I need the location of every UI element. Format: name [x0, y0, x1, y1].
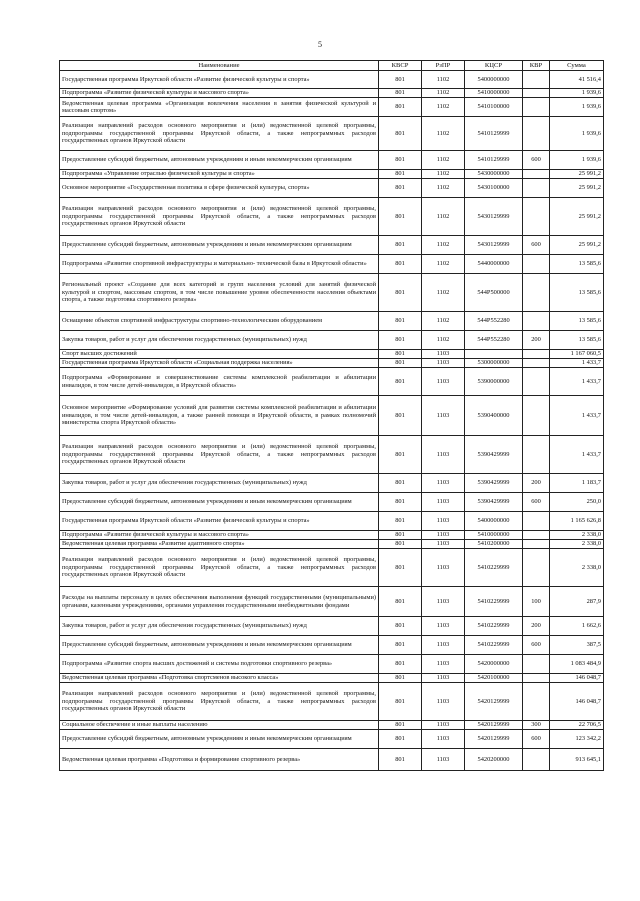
kvr-cell — [523, 255, 550, 274]
table-row — [60, 274, 604, 312]
kcsr-cell: 5390429999 — [465, 436, 523, 474]
kcsr-cell: 5420000000 — [465, 655, 523, 674]
rzpr-cell: 1103 — [422, 549, 465, 587]
kvsr-cell: 801 — [379, 512, 422, 531]
kvsr-cell: 801 — [379, 655, 422, 674]
sum-cell: 1 939,6 — [550, 151, 604, 170]
name-cell: Подпрограмма «Управление отраслью физической культуры и спорта» — [60, 170, 379, 179]
sum-cell: 287,9 — [550, 587, 604, 617]
sum-cell: 250,0 — [550, 493, 604, 512]
name-cell: Основное мероприятие «Формирование условий для развития системы комплексной реабилитации и абилитации инвалидов, в том числе детей-инвалидов, а также ранней помощи в Иркутской области, в рамках полномочий министерства спорта Иркутской области» — [60, 396, 379, 436]
kvsr-cell: 801 — [379, 359, 422, 368]
sum-cell: 1 165 626,8 — [550, 512, 604, 531]
rzpr-cell: 1102 — [422, 179, 465, 198]
kvsr-cell: 801 — [379, 236, 422, 255]
column-header-sum: Сумма — [550, 61, 604, 71]
table-row — [60, 396, 604, 436]
rzpr-cell: 1103 — [422, 436, 465, 474]
column-header-kcsr: КЦСР — [465, 61, 523, 71]
kvr-cell — [523, 683, 550, 721]
kvsr-cell: 801 — [379, 396, 422, 436]
kvr-cell — [523, 274, 550, 312]
kvr-cell — [523, 170, 550, 179]
kvsr-cell: 801 — [379, 89, 422, 98]
kvr-cell — [523, 512, 550, 531]
table-row — [60, 89, 604, 98]
name-cell: Закупка товаров, работ и услуг для обеспечения государственных (муниципальных) нужд — [60, 331, 379, 350]
table-row — [60, 474, 604, 493]
kvsr-cell: 801 — [379, 179, 422, 198]
name-cell: Ведомственная целевая программа «Организация вовлечения населения в занятия физической культурой и массовым спортом» — [60, 98, 379, 117]
column-header-kvr: КВР — [523, 61, 550, 71]
name-cell: Реализация направлений расходов основного мероприятия и (или) ведомственной целевой программы, подпрограммы государственной программы Иркутской области, а также непрограммных расходов государственных органов Иркутской области — [60, 549, 379, 587]
rzpr-cell: 1103 — [422, 493, 465, 512]
kvr-cell: 200 — [523, 617, 550, 636]
kvsr-cell: 801 — [379, 312, 422, 331]
kvsr-cell: 801 — [379, 255, 422, 274]
sum-cell: 146 048,7 — [550, 674, 604, 683]
kcsr-cell: 544P552280 — [465, 331, 523, 350]
kcsr-cell: 5410129999 — [465, 117, 523, 151]
rzpr-cell: 1102 — [422, 151, 465, 170]
rzpr-cell: 1102 — [422, 117, 465, 151]
kcsr-cell: 5430129999 — [465, 236, 523, 255]
sum-cell: 25 991,2 — [550, 179, 604, 198]
name-cell: Региональный проект «Создание для всех категорий и групп населения условий для занятий физической культурой и спортом, массовым спортом, в том числе повышение уровня обеспеченности населения объектами спорта, а также подготовка спортивного резерва» — [60, 274, 379, 312]
table-row — [60, 98, 604, 117]
rzpr-cell: 1103 — [422, 683, 465, 721]
kvsr-cell: 801 — [379, 98, 422, 117]
rzpr-cell: 1103 — [422, 749, 465, 771]
kvsr-cell: 801 — [379, 721, 422, 730]
table-row — [60, 151, 604, 170]
table-row — [60, 512, 604, 531]
name-cell: Реализация направлений расходов основного мероприятия и (или) ведомственной целевой программы, подпрограммы государственной программы Иркутской области, а также непрограммных расходов государственных органов Иркутской области — [60, 117, 379, 151]
name-cell: Государственная программа Иркутской области «Развитие физической культуры и спорта» — [60, 71, 379, 89]
name-cell: Ведомственная целевая программа «Подготовка спортсменов высокого класса» — [60, 674, 379, 683]
kvr-cell — [523, 368, 550, 396]
sum-cell: 13 585,6 — [550, 312, 604, 331]
sum-cell: 1 083 484,9 — [550, 655, 604, 674]
kcsr-cell: 5390400000 — [465, 396, 523, 436]
kcsr-cell: 5420100000 — [465, 674, 523, 683]
table-row — [60, 170, 604, 179]
rzpr-cell: 1103 — [422, 396, 465, 436]
kvsr-cell: 801 — [379, 117, 422, 151]
table-row — [60, 236, 604, 255]
kvr-cell — [523, 531, 550, 540]
column-header-rzpr: РзПР — [422, 61, 465, 71]
name-cell: Социальное обеспечение и иные выплаты населению — [60, 721, 379, 730]
table-row — [60, 312, 604, 331]
kvr-cell — [523, 396, 550, 436]
name-cell: Подпрограмма «Развитие спортивной инфраструктуры и материально- технической базы в Иркутской области» — [60, 255, 379, 274]
kcsr-cell: 5410000000 — [465, 89, 523, 98]
sum-cell: 1 939,6 — [550, 98, 604, 117]
rzpr-cell: 1102 — [422, 312, 465, 331]
kvsr-cell: 801 — [379, 274, 422, 312]
rzpr-cell: 1102 — [422, 274, 465, 312]
rzpr-cell: 1102 — [422, 198, 465, 236]
sum-cell: 1 433,7 — [550, 359, 604, 368]
kvr-cell — [523, 655, 550, 674]
name-cell: Закупка товаров, работ и услуг для обеспечения государственных (муниципальных) нужд — [60, 474, 379, 493]
table-row — [60, 655, 604, 674]
kvr-cell — [523, 359, 550, 368]
rzpr-cell: 1102 — [422, 236, 465, 255]
sum-cell: 2 338,0 — [550, 531, 604, 540]
table-row — [60, 436, 604, 474]
table-row — [60, 683, 604, 721]
table-row — [60, 350, 604, 359]
kcsr-cell: 5390429999 — [465, 474, 523, 493]
kvr-cell: 300 — [523, 721, 550, 730]
sum-cell: 1 939,6 — [550, 89, 604, 98]
kvr-cell — [523, 674, 550, 683]
sum-cell: 41 516,4 — [550, 71, 604, 89]
kcsr-cell: 5410100000 — [465, 98, 523, 117]
sum-cell: 1 662,6 — [550, 617, 604, 636]
table-row — [60, 198, 604, 236]
kvsr-cell: 801 — [379, 198, 422, 236]
name-cell: Предоставление субсидий бюджетным, автономным учреждениям и иным некоммерческим организациям — [60, 236, 379, 255]
rzpr-cell: 1102 — [422, 71, 465, 89]
kvr-cell: 600 — [523, 493, 550, 512]
kvsr-cell: 801 — [379, 636, 422, 655]
kvsr-cell: 801 — [379, 151, 422, 170]
kvr-cell — [523, 749, 550, 771]
kcsr-cell: 5390429999 — [465, 493, 523, 512]
kcsr-cell — [465, 350, 523, 359]
kcsr-cell: 5420200000 — [465, 749, 523, 771]
table-row — [60, 549, 604, 587]
rzpr-cell: 1102 — [422, 98, 465, 117]
kvr-cell: 100 — [523, 587, 550, 617]
table-row — [60, 540, 604, 549]
kcsr-cell: 5430129999 — [465, 198, 523, 236]
rzpr-cell: 1103 — [422, 587, 465, 617]
kvsr-cell: 801 — [379, 436, 422, 474]
kvsr-cell: 801 — [379, 540, 422, 549]
sum-cell: 2 338,0 — [550, 540, 604, 549]
rzpr-cell: 1103 — [422, 512, 465, 531]
name-cell: Реализация направлений расходов основного мероприятия и (или) ведомственной целевой программы, подпрограммы государственной программы Иркутской области, а также непрограммных расходов государственных органов Иркутской области — [60, 436, 379, 474]
kcsr-cell: 5410229999 — [465, 617, 523, 636]
kvsr-cell: 801 — [379, 549, 422, 587]
name-cell: Предоставление субсидий бюджетным, автономным учреждениям и иным некоммерческим организациям — [60, 151, 379, 170]
kcsr-cell: 5420129999 — [465, 683, 523, 721]
name-cell: Предоставление субсидий бюджетным, автономным учреждениям и иным некоммерческим организациям — [60, 636, 379, 655]
rzpr-cell: 1102 — [422, 170, 465, 179]
table-row — [60, 359, 604, 368]
kvr-cell — [523, 312, 550, 331]
kvsr-cell: 801 — [379, 350, 422, 359]
budget-table — [59, 60, 604, 771]
kvsr-cell: 801 — [379, 674, 422, 683]
kvr-cell — [523, 117, 550, 151]
table-row — [60, 331, 604, 350]
name-cell: Ведомственная целевая программа «Развитие адаптивного спорта» — [60, 540, 379, 549]
kcsr-cell: 5400000000 — [465, 512, 523, 531]
rzpr-cell: 1103 — [422, 636, 465, 655]
kvsr-cell: 801 — [379, 531, 422, 540]
table-row — [60, 255, 604, 274]
kcsr-cell: 5440000000 — [465, 255, 523, 274]
kcsr-cell: 5300000000 — [465, 359, 523, 368]
table-row — [60, 117, 604, 151]
name-cell: Реализация направлений расходов основного мероприятия и (или) ведомственной целевой программы, подпрограммы государственной программы Иркутской области, а также непрограммных расходов государственных органов Иркутской области — [60, 683, 379, 721]
name-cell: Подпрограмма «Формирование и совершенствование системы комплексной реабилитации и абилитации инвалидов, в том числе детей-инвалидов, в Иркутской области» — [60, 368, 379, 396]
kcsr-cell: 5410229999 — [465, 587, 523, 617]
table-row — [60, 71, 604, 89]
table-row — [60, 749, 604, 771]
table-row — [60, 368, 604, 396]
table-row — [60, 636, 604, 655]
sum-cell: 123 342,2 — [550, 730, 604, 749]
sum-cell: 2 338,0 — [550, 549, 604, 587]
table-row — [60, 493, 604, 512]
kvr-cell — [523, 179, 550, 198]
page-number: 5 — [318, 40, 322, 49]
kcsr-cell: 5390000000 — [465, 368, 523, 396]
kcsr-cell: 5430100000 — [465, 179, 523, 198]
sum-cell: 25 991,2 — [550, 198, 604, 236]
kvsr-cell: 801 — [379, 331, 422, 350]
kcsr-cell: 5410229999 — [465, 636, 523, 655]
kvr-cell — [523, 98, 550, 117]
table-row — [60, 587, 604, 617]
table-header-row — [60, 61, 604, 71]
kvr-cell — [523, 89, 550, 98]
kcsr-cell: 544P500000 — [465, 274, 523, 312]
table-row — [60, 617, 604, 636]
kvsr-cell: 801 — [379, 617, 422, 636]
kvr-cell: 200 — [523, 331, 550, 350]
rzpr-cell: 1102 — [422, 331, 465, 350]
name-cell: Реализация направлений расходов основного мероприятия и (или) ведомственной целевой программы, подпрограммы государственной программы Иркутской области, а также непрограммных расходов государственных органов Иркутской области — [60, 198, 379, 236]
name-cell: Подпрограмма «Развитие физической культуры и массового спорта» — [60, 531, 379, 540]
rzpr-cell: 1103 — [422, 674, 465, 683]
sum-cell: 387,5 — [550, 636, 604, 655]
kvsr-cell: 801 — [379, 493, 422, 512]
rzpr-cell: 1103 — [422, 350, 465, 359]
kvr-cell — [523, 436, 550, 474]
sum-cell: 22 706,5 — [550, 721, 604, 730]
kcsr-cell: 544P552280 — [465, 312, 523, 331]
kvr-cell — [523, 540, 550, 549]
sum-cell: 1 167 060,5 — [550, 350, 604, 359]
name-cell: Предоставление субсидий бюджетным, автономным учреждениям и иным некоммерческим организациям — [60, 730, 379, 749]
kvsr-cell: 801 — [379, 368, 422, 396]
column-header-kvsr: КВСР — [379, 61, 422, 71]
kcsr-cell: 5410229999 — [465, 549, 523, 587]
name-cell: Подпрограмма «Развитие физической культуры и массового спорта» — [60, 89, 379, 98]
rzpr-cell: 1103 — [422, 359, 465, 368]
kcsr-cell: 5430000000 — [465, 170, 523, 179]
column-header-name: Наименование — [60, 61, 379, 71]
sum-cell: 146 048,7 — [550, 683, 604, 721]
kvsr-cell: 801 — [379, 683, 422, 721]
kvr-cell — [523, 198, 550, 236]
name-cell: Предоставление субсидий бюджетным, автономным учреждениям и иным некоммерческим организациям — [60, 493, 379, 512]
sum-cell: 1 183,7 — [550, 474, 604, 493]
sum-cell: 13 585,6 — [550, 255, 604, 274]
name-cell: Спорт высших достижений — [60, 350, 379, 359]
kcsr-cell: 5420129999 — [465, 730, 523, 749]
name-cell: Расходы на выплаты персоналу в целях обеспечения выполнения функций государственными (муниципальными) органами, казенными учреждениями, органами управления государственными внебюджетными фондами — [60, 587, 379, 617]
rzpr-cell: 1103 — [422, 655, 465, 674]
rzpr-cell: 1102 — [422, 255, 465, 274]
name-cell: Оснащение объектов спортивной инфраструктуры спортивно-технологическим оборудованием — [60, 312, 379, 331]
rzpr-cell: 1103 — [422, 721, 465, 730]
kvsr-cell: 801 — [379, 749, 422, 771]
kvr-cell — [523, 549, 550, 587]
table-row — [60, 730, 604, 749]
kcsr-cell: 5400000000 — [465, 71, 523, 89]
kvsr-cell: 801 — [379, 170, 422, 179]
kcsr-cell: 5410000000 — [465, 531, 523, 540]
kvr-cell — [523, 71, 550, 89]
kvsr-cell: 801 — [379, 71, 422, 89]
sum-cell: 913 645,1 — [550, 749, 604, 771]
sum-cell: 25 991,2 — [550, 170, 604, 179]
kcsr-cell: 5410129999 — [465, 151, 523, 170]
kvr-cell: 200 — [523, 474, 550, 493]
rzpr-cell: 1102 — [422, 89, 465, 98]
sum-cell: 1 939,6 — [550, 117, 604, 151]
kvr-cell: 600 — [523, 236, 550, 255]
rzpr-cell: 1103 — [422, 474, 465, 493]
kvsr-cell: 801 — [379, 474, 422, 493]
kvr-cell — [523, 350, 550, 359]
sum-cell: 1 433,7 — [550, 368, 604, 396]
kvr-cell: 600 — [523, 151, 550, 170]
table-row — [60, 531, 604, 540]
sum-cell: 25 991,2 — [550, 236, 604, 255]
rzpr-cell: 1103 — [422, 531, 465, 540]
name-cell: Основное мероприятие «Государственная политика в сфере физической культуры, спорта» — [60, 179, 379, 198]
name-cell: Ведомственная целевая программа «Подготовка и формирование спортивного резерва» — [60, 749, 379, 771]
name-cell: Государственная программа Иркутской области «Развитие физической культуры и спорта» — [60, 512, 379, 531]
name-cell: Подпрограмма «Развитие спорта высших достижений и системы подготовки спортивного резерва» — [60, 655, 379, 674]
kvsr-cell: 801 — [379, 587, 422, 617]
kvr-cell: 600 — [523, 636, 550, 655]
table-row — [60, 674, 604, 683]
table-row — [60, 721, 604, 730]
table-row — [60, 179, 604, 198]
sum-cell: 1 433,7 — [550, 436, 604, 474]
kvr-cell: 600 — [523, 730, 550, 749]
rzpr-cell: 1103 — [422, 730, 465, 749]
kvsr-cell: 801 — [379, 730, 422, 749]
rzpr-cell: 1103 — [422, 540, 465, 549]
kcsr-cell: 5420129999 — [465, 721, 523, 730]
sum-cell: 13 585,6 — [550, 274, 604, 312]
sum-cell: 1 433,7 — [550, 396, 604, 436]
name-cell: Закупка товаров, работ и услуг для обеспечения государственных (муниципальных) нужд — [60, 617, 379, 636]
rzpr-cell: 1103 — [422, 617, 465, 636]
sum-cell: 13 585,6 — [550, 331, 604, 350]
name-cell: Государственная программа Иркутской области «Социальная поддержка населения» — [60, 359, 379, 368]
rzpr-cell: 1103 — [422, 368, 465, 396]
kcsr-cell: 5410200000 — [465, 540, 523, 549]
